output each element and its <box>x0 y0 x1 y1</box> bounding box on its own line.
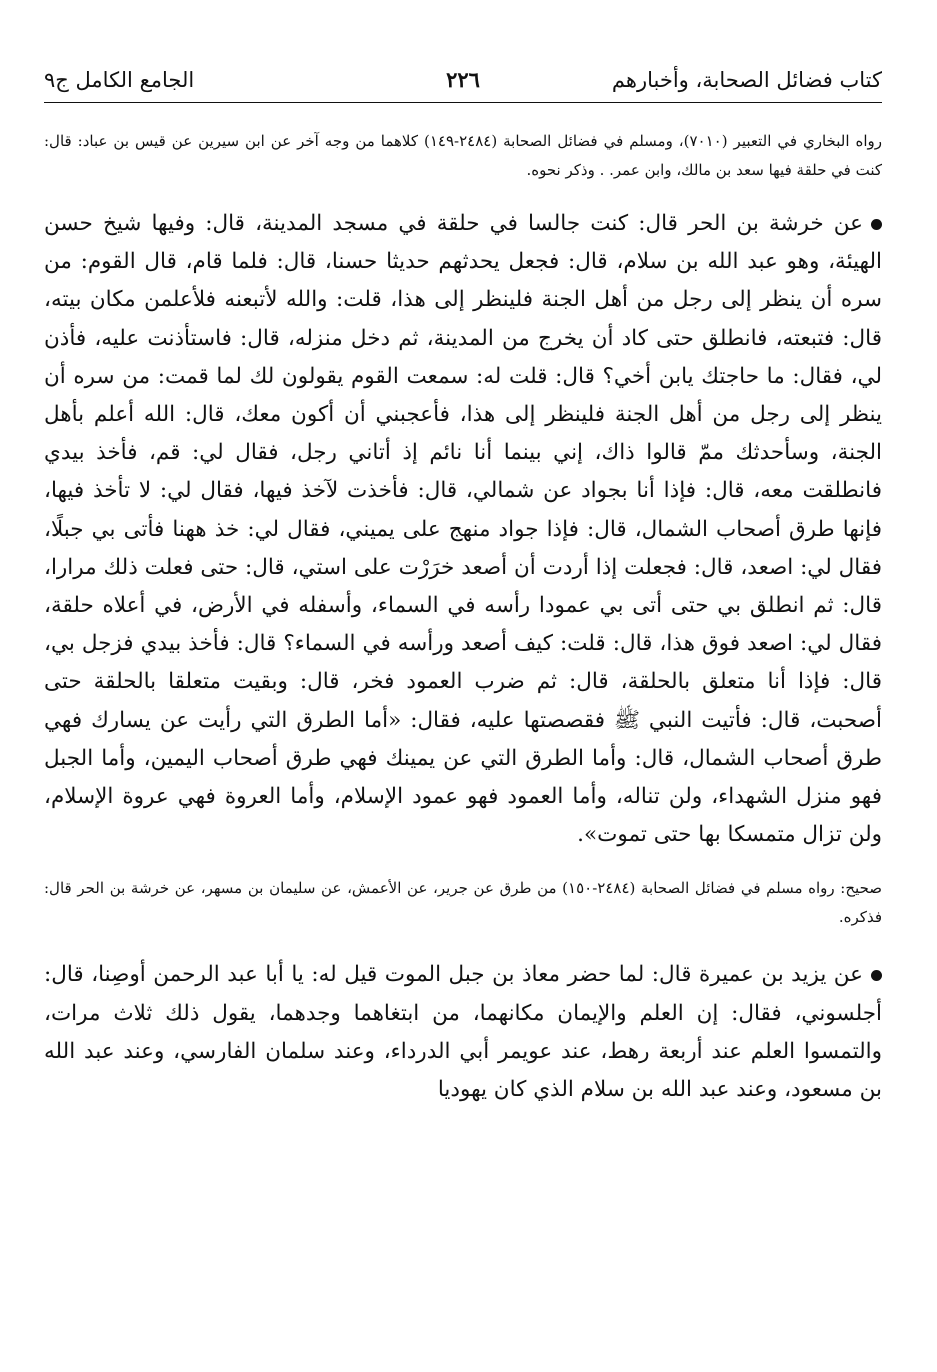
book-title: كتاب فضائل الصحابة، وأخبارهم <box>611 68 882 92</box>
bullet-icon <box>871 970 882 981</box>
page-header <box>44 58 882 103</box>
hadith-paragraph-2 <box>44 956 882 1109</box>
hadith-text-2: عن يزيد بن عميرة قال: لما حضر معاذ بن جبل الموت قيل له: يا أبا عبد الرحمن أوصِنا، قال: أجلسوني، فقال: إن العلم والإيمان مكانهما، من ابتغاهما وجدهما، يقول ذلك ثلاث مرات، والتمسوا العلم عند أربعة رهط، عند عويمر أبي الدرداء، وعند سلمان الفارسي، وعند عبد الله بن مسعود، وعند عبد الله بن سلام الذي كان يهوديا <box>44 962 882 1103</box>
takhrij-note-1: رواه البخاري في التعبير (٧٠١٠)، ومسلم في فضائل الصحابة (٢٤٨٤-١٤٩) كلاهما من وجه آخر عن ابن سيرين عن قيس بن عباد: قال: كنت في حلقة فيها سعد بن مالك، وابن عمر. . وذكر نحوه. <box>44 132 882 179</box>
book-page <box>44 58 882 1109</box>
takhrij-note-2: صحيح: رواه مسلم في فضائل الصحابة (٢٤٨٤-١٥٠) من طرق عن جرير، عن الأعمش، عن سليمان بن مسهر، عن خرشة بن الحر قال: فذكره. <box>44 879 882 927</box>
page-number: ٢٢٦ <box>446 67 480 92</box>
hadith-text-1: عن خرشة بن الحر قال: كنت جالسا في حلقة في مسجد المدينة، قال: وفيها شيخ حسن الهيئة، وهو عبد الله بن سلام، قال: فجعل يحدثهم حديثا حسنا، قال: فلما قام، قال القوم: من سره أن ينظر إلى رجل من أهل الجنة فلينظر إلى هذا، قلت: والله لأتبعنه فلأعلمن مكان بيته، قال: فتبعته، فانطلق حتى كاد أن يخرج من المدينة، ثم دخل منزله، قال: فاستأذنت عليه، فأذن لي، فقال: ما حاجتك يابن أخي؟ قال: قلت له: سمعت القوم يقولون لك لما قمت: من سره أن ينظر إلى رجل من أهل الجنة فلينظر إلى هذا، فأعجبني أن أكون معك، قال: الله أعلم بأهل الجنة، وسأحدثك ممّ قالوا ذاك، إني بينما أنا نائم إذ أتاني رجل، فقال لي: قم، فأخذ بيدي فانطلقت معه، قال: فإذا أنا بجواد عن شمالي، قال: فأخذت لآخذ فيها، فقال لي: لا تأخذ فيها، فإنها طرق أصحاب الشمال، قال: فإذا جواد منهج على يميني، فقال لي: خذ ههنا فأتى بي جبلًا، فقال لي: اصعد، قال: فجعلت إذا أردت أن أصعد خرَرْت على استي، قال: حتى فعلت ذلك مرارا، قال: ثم انطلق بي حتى أتى بي عمودا رأسه في السماء، وأسفله في الأرض، في أعلاه حلقة، فقال لي: اصعد فوق هذا، قال: قلت: كيف أصعد ورأسه في السماء؟ قال: فأخذ بيدي فزجل بي، قال: فإذا أنا متعلق بالحلقة، قال: ثم ضرب العمود فخر، قال: وبقيت متعلقا بالحلقة حتى أصحبت، قال: فأتيت النبي ﷺ فقصصتها عليه، فقال: «أما الطرق التي رأيت عن يسارك فهي طرق أصحاب الشمال، قال: وأما الطرق التي عن يمينك فهي طرق أصحاب اليمين، وأما الجبل فهو منزل الشهداء، ولن تناله، وأما العمود فهو عمود الإسلام، وأما العروة فهي عروة الإسلام، ولن تزال متمسكا بها حتى تموت». <box>44 211 882 848</box>
volume-title: الجامع الكامل ج٩ <box>44 68 195 92</box>
bullet-icon <box>871 219 882 230</box>
hadith-paragraph-1 <box>44 205 882 854</box>
